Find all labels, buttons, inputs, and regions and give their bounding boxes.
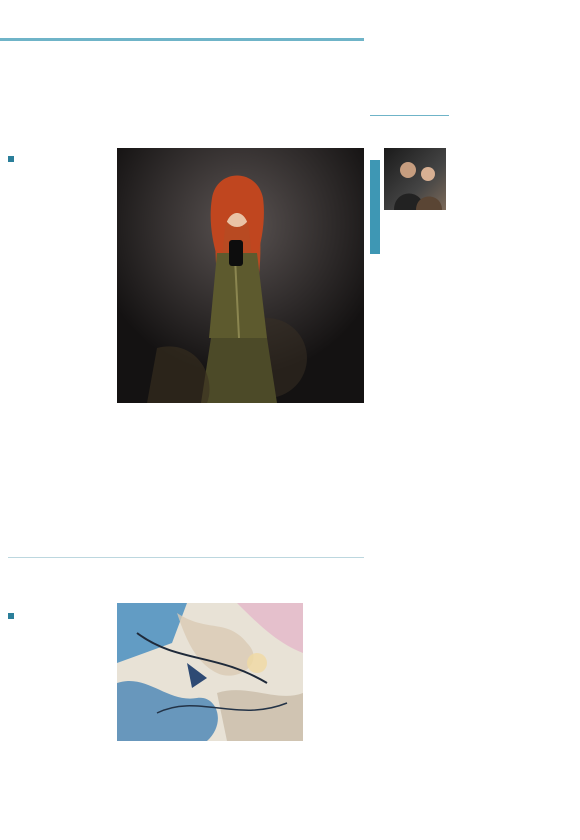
painting-image [117, 603, 303, 741]
masthead [435, 8, 520, 10]
band-box [130, 455, 212, 459]
article1-col1 [8, 156, 112, 165]
article-bettini [8, 560, 368, 564]
separator-rule [8, 557, 364, 558]
page-header [0, 0, 580, 42]
article2-col1 [8, 613, 112, 622]
cinema-panel [370, 40, 580, 840]
painting-illustration [117, 603, 303, 741]
article-noemi [8, 44, 368, 48]
cinema-header-rule [370, 115, 449, 116]
dropcap-2 [8, 613, 14, 619]
singer-illustration [117, 148, 364, 403]
feature-label [370, 160, 380, 254]
dropcap [8, 156, 14, 162]
noemi-photo [117, 148, 364, 403]
feature-illustration [384, 148, 446, 210]
feature-photo [384, 148, 446, 210]
feature-box [370, 120, 450, 260]
header-rule [0, 38, 364, 41]
